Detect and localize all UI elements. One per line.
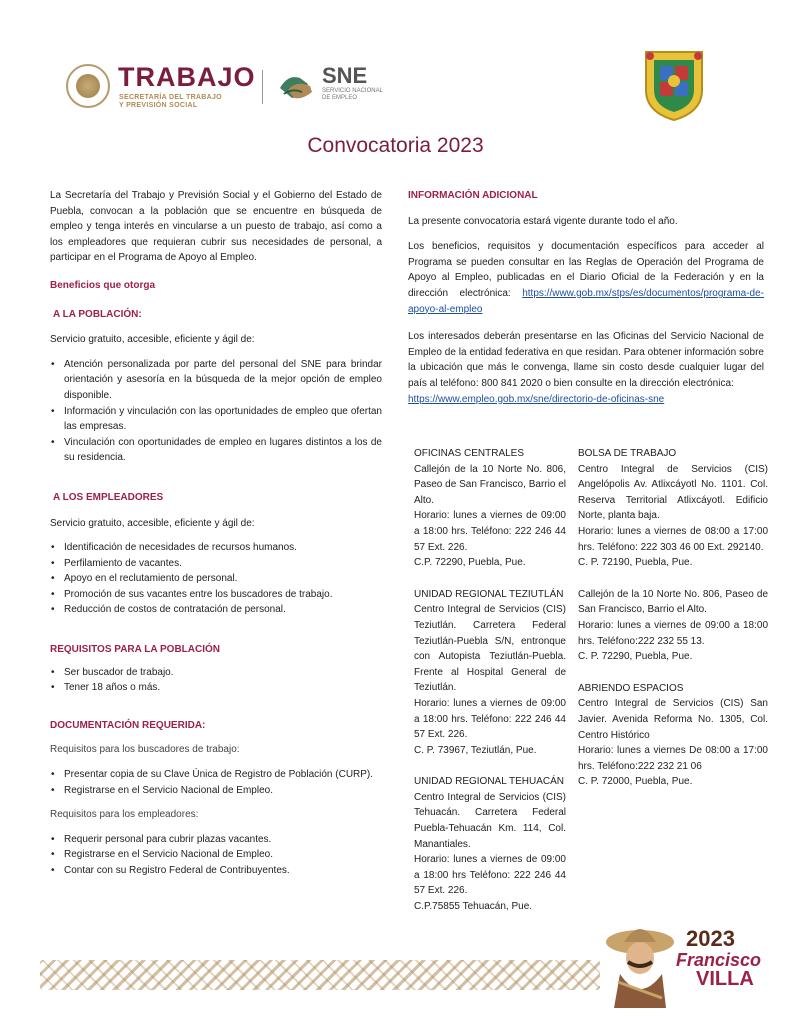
list-item: • Registrarse en el Servicio Nacional de Empleo.	[64, 783, 382, 799]
poblacion-intro: Servicio gratuito, accesible, eficiente y ágil de:	[50, 334, 255, 346]
beneficios-paragraph	[408, 239, 764, 317]
trabajo-logo-text: TRABAJO	[118, 62, 256, 92]
footer-year: 2023	[686, 926, 735, 951]
sne-logo-text: SNE	[322, 63, 368, 88]
office-entry	[414, 587, 566, 759]
empleadores-list	[50, 540, 382, 618]
poblacion-heading: A LA POBLACIÓN:	[53, 308, 142, 320]
office-address: Centro Integral de Servicios (CIS) Tehuacán. Carretera Federal Puebla-Tehuacán Km. 114, Col. Manantiales.	[414, 791, 566, 850]
office-name: UNIDAD REGIONAL TEZIUTLÁN	[414, 588, 564, 600]
list-item: • Perfilamiento de vacantes.	[64, 556, 382, 572]
office-name: UNIDAD REGIONAL TEHUACÁN	[414, 776, 565, 788]
office-cp: C.P.75855 Tehuacán, Pue.	[414, 901, 533, 913]
list-item: • Ser buscador de trabajo.	[64, 665, 382, 681]
right-column	[408, 188, 764, 407]
office-hours: Horario: lunes a viernes de 09:00 a 18:00 hrs. Teléfono:222 232 55 13.	[578, 619, 768, 647]
mexico-seal-icon	[66, 64, 110, 108]
office-address: Centro Integral de Servicios (CIS) San Javier. Avenida Reforma No. 1305, Col. Centro Histórico	[578, 698, 768, 741]
office-entry	[578, 446, 768, 571]
empleadores-req-intro: Requisitos para los empleadores:	[50, 809, 199, 821]
sne-logo-subtitle	[322, 88, 383, 102]
list-item: • Información y vinculación con las oportunidades de empleo que ofertan las empresas.	[64, 404, 382, 435]
decorative-footer-band	[40, 960, 600, 990]
trabajo-sub-line2: Y PREVISIÓN SOCIAL	[119, 102, 198, 109]
office-address: Centro Integral de Servicios (CIS) Teziutlán. Carretera Federal Teziutlán-Puebla S/N, entronque con Autopista Teziutlán-Puebla. Frente al Hospital General de Teziutlán.	[414, 604, 566, 694]
office-cp: C. P. 72290, Puebla, Pue.	[578, 651, 693, 663]
requisitos-heading: REQUISITOS PARA LA POBLACIÓN	[50, 644, 221, 656]
office-cp: C.P. 72290, Puebla, Pue.	[414, 557, 526, 569]
beneficios-heading: Beneficios que otorga	[50, 279, 156, 291]
office-hours: Horario: lunes a viernes de 09:00 a 18:00 hrs. Teléfono: 222 246 44 57 Ext. 226.	[414, 697, 566, 741]
office-cp: C. P. 72000, Puebla, Pue.	[578, 776, 693, 788]
intro-paragraph: La Secretaría del Trabajo y Previsión Social y el Gobierno del Estado de Puebla, convocan a la población que se encuentre en búsqueda de empleo y tenga interés en vincularse a un puesto de trabajo, así como a los empleadores que requieran cubrir sus necesidades de personal, a participar en el Programa de Apoyo al Empleo.	[50, 190, 382, 264]
list-item: • Presentar copia de su Clave Única de Registro de Población (CURP).	[64, 767, 382, 783]
programa-link[interactable]: https://www.gob.mx/stps/es/documentos/programa-de-apoyo-al-empleo	[408, 287, 764, 315]
list-item: • Registrarse en el Servicio Nacional de Empleo.	[64, 847, 382, 863]
office-address: Callejón de la 10 Norte No. 806, Paseo de San Francisco, Barrio el Alto.	[414, 463, 566, 506]
office-hours: Horario: lunes a viernes de 09:00 a 18:00 hrs Teléfono: 222 246 44 57 Ext. 226.	[414, 854, 566, 897]
list-item: • Tener 18 años o más.	[64, 680, 382, 696]
vigencia-text: La presente convocatoria estará vigente durante todo el año.	[408, 215, 678, 227]
office-hours: Horario: lunes a viernes de 08:00 a 17:00 hrs. Teléfono: 222 303 46 00 Ext. 292140.	[578, 525, 768, 553]
office-cp: C. P. 73967, Teziutlán, Pue.	[414, 744, 537, 756]
offices-right	[578, 446, 768, 790]
interesados-paragraph: Los interesados deberán presentarse en las Oficinas del Servicio Nacional de Empleo de la entidad federativa en que residan. Para obtener información sobre la ubicación que más le convenga, llame sin costo desde cualquier lugar del país al teléfono: 800 841 2020 o bien consulte en la dirección electrónica:	[408, 331, 764, 389]
footer-villa: VILLA	[696, 968, 754, 990]
beneficios-text: Los beneficios, requisitos y documentación específicos para acceder al Programa se pueden consultar en las Reglas de Operación del Programa de Apoyo al Empleo, publicadas en el Diario Oficial de la Federación y en la dirección electrónica:	[408, 241, 764, 299]
office-entry	[578, 681, 768, 790]
offices-left	[414, 446, 566, 915]
trabajo-logo-subtitle	[119, 94, 222, 110]
empleadores-intro: Servicio gratuito, accesible, eficiente y ágil de:	[50, 517, 255, 529]
left-column	[50, 188, 382, 879]
list-item: • Identificación de necesidades de recursos humanos.	[64, 540, 382, 556]
requisitos-list	[50, 665, 382, 696]
list-item: • Atención personalizada por parte del personal del SNE para brindar orientación y asesoría en la búsqueda de la mejor opción de empleo disponible.	[64, 357, 382, 404]
empleadores-heading: A LOS EMPLEADORES	[53, 491, 164, 503]
buscadores-intro: Requisitos para los buscadores de trabajo:	[50, 744, 240, 756]
office-hours: Horario: lunes a viernes De 08:00 a 17:00 hrs. Teléfono:222 232 21 06	[578, 745, 768, 772]
empleadores-req-list	[50, 832, 382, 879]
office-name: OFICINAS CENTRALES	[414, 448, 525, 459]
office-name: BOLSA DE TRABAJO	[578, 448, 677, 459]
puebla-shield-icon	[640, 46, 708, 122]
sne-sub-line1: SERVICIO NACIONAL	[322, 88, 383, 94]
office-name: ABRIENDO ESPACIOS	[578, 682, 684, 694]
directorio-paragraph	[408, 392, 764, 408]
documentacion-heading: DOCUMENTACIÓN REQUERIDA:	[50, 719, 206, 731]
trabajo-sub-line1: SECRETARÍA DEL TRABAJO	[119, 94, 222, 101]
list-item: • Reducción de costos de contratación de personal.	[64, 602, 382, 618]
sne-sub-line2: DE EMPLEO	[322, 95, 358, 101]
list-item: • Promoción de sus vacantes entre los buscadores de trabajo.	[64, 587, 382, 603]
info-heading: INFORMACIÓN ADICIONAL	[408, 190, 538, 201]
office-entry	[578, 587, 768, 665]
office-address: Callejón de la 10 Norte No. 806, Paseo de San Francisco, Barrio el Alto.	[578, 588, 768, 616]
logo-divider	[262, 70, 263, 104]
list-item: • Apoyo en el reclutamiento de personal.	[64, 571, 382, 587]
office-entry	[414, 774, 566, 914]
office-cp: C. P. 72190, Puebla, Pue.	[578, 557, 693, 569]
list-item: • Requerir personal para cubrir plazas vacantes.	[64, 832, 382, 848]
office-address: Centro Integral de Servicios (CIS) Angelópolis Av. Atlixcáyotl No. 1101. Col. Reserva Territorial Atlixcáyotl. Edificio Norte, planta baja.	[578, 463, 768, 522]
list-item: • Vinculación con oportunidades de empleo en lugares distintos a los de su residencia.	[64, 435, 382, 466]
sne-handshake-icon	[276, 66, 316, 106]
list-item: • Contar con su Registro Federal de Contribuyentes.	[64, 863, 382, 879]
poblacion-list	[50, 357, 382, 466]
page-header	[0, 0, 791, 130]
office-hours: Horario: lunes a viernes de 09:00 a 18:00 hrs. Teléfono: 222 246 44 57 Ext. 226.	[414, 510, 566, 553]
office-entry	[414, 446, 566, 571]
buscadores-list	[50, 767, 382, 798]
page-title: Convocatoria 2023	[307, 134, 484, 157]
footer-francisco: Francisco	[676, 950, 762, 970]
directorio-link[interactable]: https://www.empleo.gob.mx/sne/directorio-de-oficinas-sne	[408, 393, 665, 405]
